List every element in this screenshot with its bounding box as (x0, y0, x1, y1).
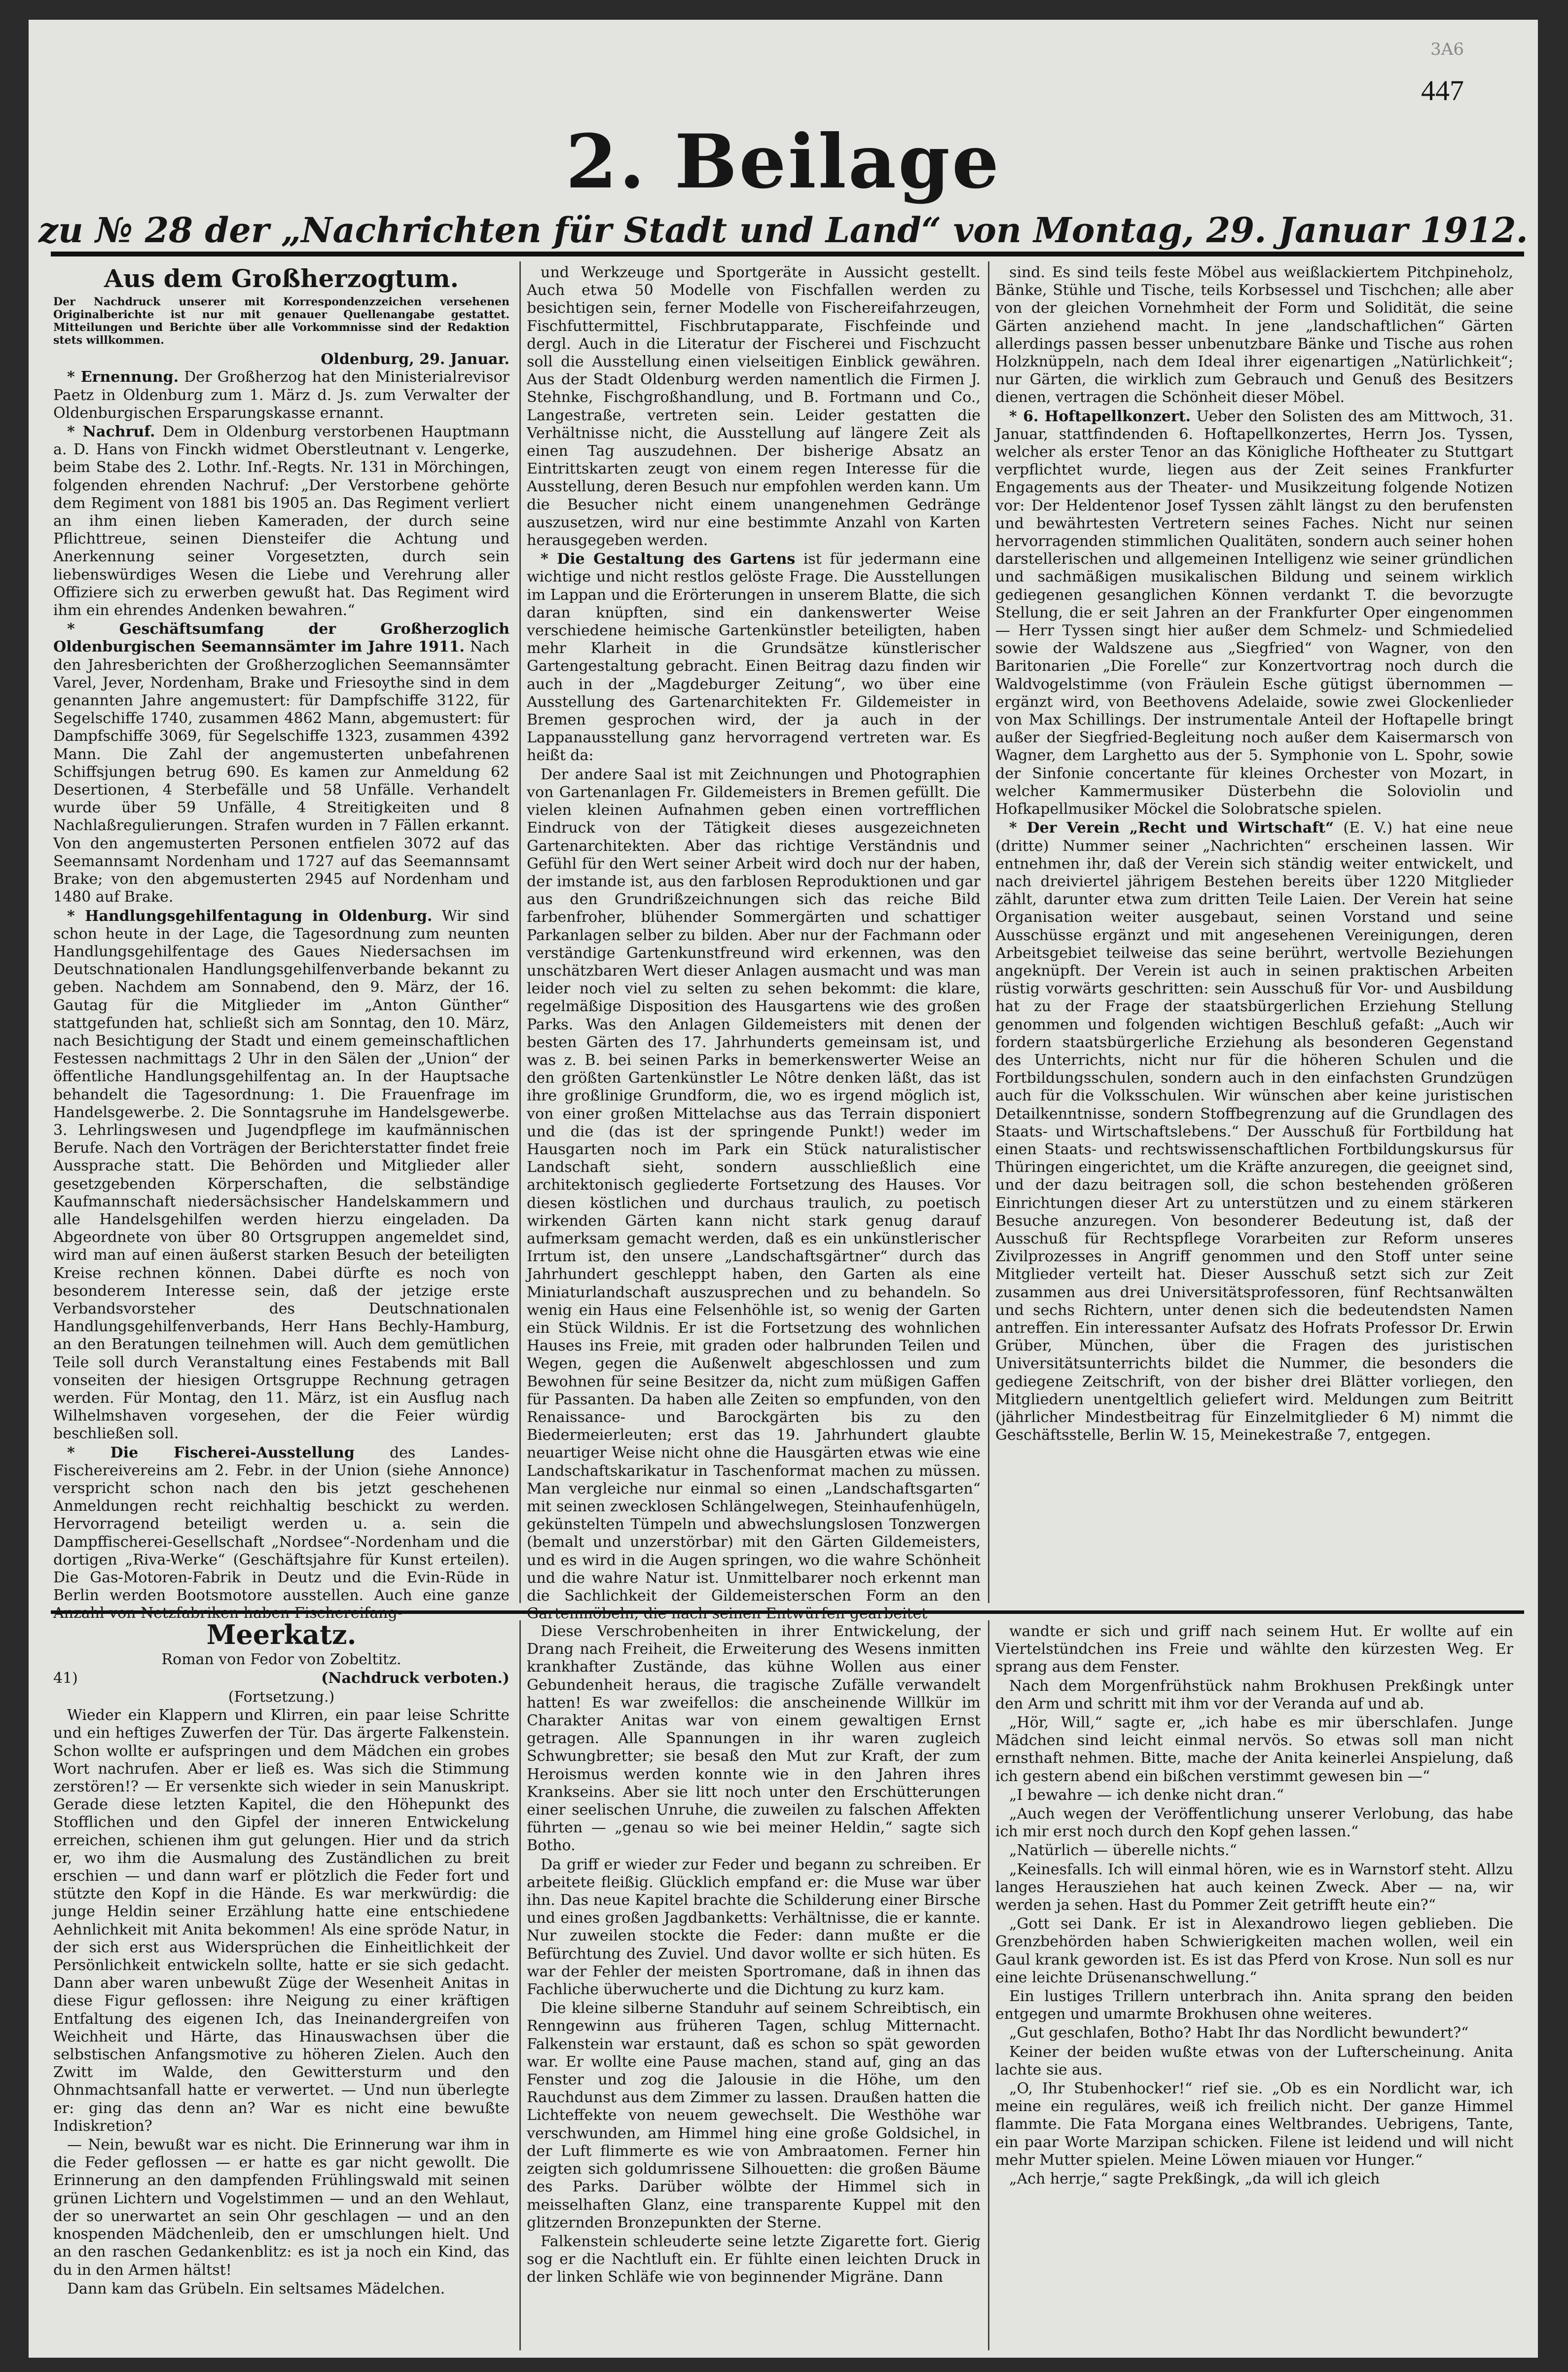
header-rule (51, 252, 1524, 256)
novel-paragraph: Ein lustiges Trillern unterbrach ihn. Anita sprang den beiden entgegen und umarmte Brokhusen ohne weiteres. (995, 1988, 1513, 2023)
news-column-1 (53, 264, 510, 1622)
column-divider (988, 261, 989, 1603)
news-item: * Die Gestaltung des Gartens ist für jedermann eine wichtige und nicht restlos gelöste Frage. Die Ausstellungen im Lappan und die Erörterungen in unserem Blatte, die sich daran knüpften, sind ein dankenswerter Weise verschiedene heimische Gartenkünstler beteiligten, haben mehr Klarheit in die Grundsätze künstlerischer Gartengestaltung gebracht. Einen Beitrag dazu finden wir auch in der „Magdeburger Zeitung“, wo über eine Ausstellung des Gartenarchitekten Fr. Gildemeister in Bremen gesprochen wird, der ja auch in der Lappanausstellung ganz hervorragend vertreten war. Es heißt da: (527, 550, 981, 765)
continuation-note: (Fortsetzung.) (228, 1688, 335, 1706)
installment-number: 41) (53, 1670, 78, 1687)
news-item: * Handlungsgehilfentagung in Oldenburg. Wir sind schon heute in der Lage, die Tagesordnung zum neunten Handlungsgehilfentage des Gaues Niedersachsen im Deutschnationalen Handlungsgehilfenverbande bekannt zu geben. Nachdem am Sonnabend, den 9. März, der 16. Gautag für die Mitglieder im „Anton Günther“ stattgefunden hat, schließt sich am Sonntag, den 10. März, nach Besichtigung der Stadt und einem gemeinschaftlichen Festessen nachmittags 2 Uhr in den Sälen der „Union“ der öffentliche Handlungsgehilfentag an. In der Hauptsache behandelt die Tagesordnung: 1. Die Frauenfrage im Handelsgewerbe. 2. Die Sonntagsruhe im Handelsgewerbe. 3. Lehrlingswesen und Jugendpflege im kaufmännischen Berufe. Nach den Vorträgen der Berichterstatter findet freie Aussprache statt. Die Behörden und Mitglieder aller gesetzgebenden Körperschaften, die selbständige Kaufmannschaft niedersächsischer Handelskammern und alle Handelsgehilfen werden hierzu eingeladen. Da Abgeordnete von über 80 Ortsgruppen angemeldet sind, wird man auf einen äußerst starken Besuch der beteiligten Kreise rechnen können. Dabei dürfte es noch von besonderem Interesse sein, daß der jetzige erste Verbandsvorsteher des Deutschnationalen Handlungsgehilfenverbands, Herr Hans Bechly-Hamburg, an den Beratungen teilnehmen will. Auch dem gemütlichen Teile soll durch Veranstaltung eines Festabends mit Ball vonseiten der hiesigen Ortsgruppe Rechnung getragen werden. Für Montag, den 11. März, ist ein Ausflug nach Wilhelmshaven vorgesehen, der die Feier würdig beschließen soll. (53, 907, 510, 1443)
novel-paragraph: — Nein, bewußt war es nicht. Die Erinnerung war ihm in die Feder geflossen — er hatte es gar nicht gewollt. Die Erinnerung an den dampfenden Frühlingswald mit seinen grünen Lichtern und Vogelstimmen — und an den Wehlaut, der so unerwartet an sein Ohr geschlagen — und an den knospenden Mädchenleib, den er umschlungen hielt. Und an den raschen Gedankenblitz: es ist ja noch ein Kind, das du in den Armen hältst! (53, 2136, 510, 2279)
supplement-subtitle: zu № 28 der „Nachrichten für Stadt und Land“ von Montag, 29. Januar 1912. (38, 210, 1528, 251)
novel-paragraph: Wieder ein Klappern und Klirren, ein paar leise Schritte und ein heftiges Zuwerfen der Tür. Das ärgerte Falkenstein. Schon wollte er aufspringen und dem Mädchen ein grobes Wort nachrufen. Aber er ließ es. Was sich die Stimmung zerstören!? — Er versenkte sich wieder in sein Manuskript. Gerade diese letzten Kapitel, die den Höhepunkt des Stofflichen und den Gipfel der inneren Entwickelung erreichen, schienen ihm gut gelungen. Hier und da strich er, wo ihm die Ausmalung des Zuständlichen zu breit erschien — und dann warf er plötzlich die Feder fort und stützte den Kopf in die Hände. Es war merkwürdig: die junge Heldin seiner Erzählung hatte eine entschiedene Aehnlichkeit mit Anita bekommen! Als eine spröde Natur, in der sich erst aus Widersprüchen die Einheitlichkeit der Persönlichkeit entwickeln sollte, hatte er sie sich gedacht. Dann aber waren unbewußt Züge der Wesenheit Anitas in diese Figur geflossen: ihre Neigung zu einer kräftigen Entfaltung des eigenen Ich, das Ineinandergreifen von Weichheit und Härte, das Hinauswachsen über die selbstischen Anfangsmotive zu höheren Zielen. Auch den Zwitt im Walde, den Gewittersturm und den Ohnmachtsanfall hatte er verwertet. — Und nun überlegte er: ging das denn an? War es nicht eine bewußte Indiskretion? (53, 1707, 510, 2135)
page-number: 447 (1421, 74, 1464, 107)
news-item: * Nachruf. Dem in Oldenburg verstorbenen Hauptmann a. D. Hans von Finckh widmet Oberstleutnant v. Lengerke, beim Stabe des 2. Lothr. Inf.-Regts. Nr. 131 in Mörchingen, folgenden ehrenden Nachruf: „Der Verstorbene gehörte dem Regiment von 1881 bis 1905 an. Das Regiment verliert an ihm einen lieben Kameraden, der durch seine Pflichttreue, seinen Diensteifer die Achtung und Anerkennung seiner Vorgesetzten, durch sein liebenswürdiges Wesen die Liebe und Verehrung aller Offiziere sich zu erwerben gewußt hat. Das Regiment wird ihm ein ehrendes Andenken bewahren.“ (53, 423, 510, 620)
section-heading: Aus dem Großherzogtum. (104, 264, 459, 293)
supplement-title: 2. Beilage (565, 118, 1001, 205)
novel-paragraph: „Keinesfalls. Ich will einmal hören, wie es in Warnstorf steht. Allzu langes Herausziehen hat auch keinen Zweck. Aber — na, wir werden ja sehen. Hast du Pommer Zeit getrifft heute ein?“ (995, 1861, 1513, 1914)
copyright-note: (Nachdruck verboten.) (321, 1670, 510, 1687)
novel-column-2 (527, 1623, 981, 2348)
novel-paragraph: Da griff er wieder zur Feder und begann zu schreiben. Er arbeitete fleißig. Glücklich empfand er: die Muse war über ihn. Das neue Kapitel brachte die Schilderung einer Birsche und eines großen Jagdbanketts: Verhältnisse, die er kannte. Nur zuweilen stockte die Feder: dann mußte er die Befürchtung des Zuviel. Und davor wollte er sich hüten. Es war der Fehler der meisten Sportromane, daß in ihnen das Fachliche überwucherte und die Dichtung zu kurz kam. (527, 1856, 981, 1999)
novel-paragraph: „Auch wegen der Veröffentlichung unserer Verlobung, das habe ich mir erst noch durch den Kopf gehen lassen.“ (995, 1805, 1513, 1841)
news-column-2 (527, 264, 981, 1623)
news-item: * Der Verein „Recht und Wirtschaft“ (E. V.) hat eine neue (dritte) Nummer seiner „Nachrichten“ erscheinen lassen. Wir entnehmen ihr, daß der Verein sich ständig weiter entwickelt, und nach dreiviertel jährigem Bestehen bereits über 1220 Mitglieder zählt, darunter etwa zum dritten Teile Laien. Der Verein hat seine Organisation weiter ausgebaut, seinen Vorstand und seine Ausschüsse ergänzt und mit angesehenen Vereinigungen, deren Arbeitsgebiet teilweise das seine berührt, wertvolle Beziehungen angeknüpft. Der Verein ist auch in seinen praktischen Arbeiten rüstig vorwärts geschritten: sein Ausschuß für Vor- und Ausbildung hat zu der Frage der staatsbürgerlichen Erziehung Stellung genommen und folgenden wichtigen Beschluß gefaßt: „Auch wir fordern staatsbürgerliche Erziehung als besonderen Gegenstand des Unterrichts, nicht nur für die höheren Schulen und die Fortbildungsschulen, sondern auch in den einfachsten Grundzügen auch für die Volksschulen. Wir wünschen aber keine juristischen Detailkenntnisse, sondern Stoffbegrenzung auf die Grundlagen des Staats- und Wirtschaftslebens.“ Der Ausschuß für Fortbildung hat einen Staats- und rechtswissenschaftlichen Fortbildungskursus für Thüringen eingerichtet, um die Kräfte anzuregen, die geeignet sind, und der dazu beitragen soll, die schon bestehenden größeren Einrichtungen dieser Art zu unterstützen und zu einem stärkeren Besuche anzuregen. Von besonderer Bedeutung ist, daß der Ausschuß für Rechtspflege Vorarbeiten zur Reform unseres Zivilprozesses in Angriff genommen und den Stoff unter seine Mitglieder verteilt hat. Dieser Ausschuß setzt sich zur Zeit zusammen aus drei Universitätsprofessoren, fünf Rechtsanwälten und sechs Richtern, unter denen sich die bedeutendsten Namen antreffen. Ein interessanter Aufsatz des Hofrats Professor Dr. Erwin Grüber, München, über die Fragen des juristischen Universitätsunterrichts bildet die Nummer, die besonders die gediegene Zeitschrift, von der bisher drei Blätter vorliegen, den Mitgliedern unentgeltlich geliefert wird. Meldungen zum Beitritt (jährlicher Mindestbeitrag für Einzelmitglieder 6 M) nimmt die Geschäftsstelle, Berlin W. 15, Meinekestraße 7, entgegen. (995, 819, 1513, 1444)
novel-column-1 (53, 1619, 510, 2348)
news-column-3 (995, 264, 1513, 1606)
novel-paragraph: „Gut geschlafen, Botho? Habt Ihr das Nordlicht bewundert?“ (1009, 2024, 1469, 2042)
news-item: * Die Fischerei-Ausstellung des Landes-Fischereivereins am 2. Febr. in der Union (siehe Annonce) verspricht schon nach den bis jetzt geschehenen Anmeldungen recht reichhaltig beschickt zu werden. Hervorragend beteiligt werden u. a. sein die Dampffischerei-Gesellschaft „Nordsee“-Nordenham und die dortigen „Riva-Werke“ (Geschäftsjahre für Kunst erteilen). Die Gas-Motoren-Fabrik in Deutz und die Evin-Rüde in Berlin werden Bootsmotore ausstellen. Auch eine ganze Anzahl von Netzfabriken haben Fischereifang- (53, 1444, 510, 1622)
novel-paragraph: „Natürlich — überelle nichts.“ (1009, 1842, 1237, 1860)
column-divider (519, 1620, 521, 2350)
novel-paragraph: Diese Verschrobenheiten in ihrer Entwickelung, der Drang nach Freiheit, die Erweiterung des Wesens inmitten krankhafter Zustände, das kühne Wollen aus einer Gebundenheit heraus, die tragische Zufälle verwandelt hatten! Es war zweifellos: die anscheinende Willkür im Charakter Anitas war von einem gewaltigen Ernst getragen. Alle Spannungen in ihr waren zugleich Schwungbretter; sie besaß den Mut zur Kraft, der zum Heroismus werden konnte wie in den Jahren ihres Krankseins. Aber sie litt noch unter den Erschütterungen einer seelischen Unruhe, die zuweilen zu falschen Affekten führten — „genau so wie bei meiner Heldin,“ sagte sich Botho. (527, 1623, 981, 1855)
news-item: * Ernennung. Der Großherzog hat den Ministerialrevisor Paetz in Oldenburg zum 1. März d. Js. zum Verwalter der Oldenburgischen Ersparungskasse ernannt. (53, 368, 510, 422)
novel-paragraph: Falkenstein schleuderte seine letzte Zigarette fort. Gierig sog er die Nachtluft ein. Er fühlte einen leichten Druck in der linken Schläfe wie von beginnender Migräne. Dann (527, 2232, 981, 2286)
novel-paragraph: „Ach herrje,“ sagte Prekßingk, „da will ich gleich (1009, 2170, 1380, 2188)
novel-title: Meerkatz. (206, 1619, 357, 1650)
news-item: sind. Es sind teils feste Möbel aus weißlackiertem Pitchpineholz, Bänke, Stühle und Tische, teils Korbsessel und Tischchen; alle aber von der gleichen Vornehmheit der Form und Solidität, die seine Gärten anziehend macht. In jene „landschaftlichen“ Gärten allerdings passen besser unbenutzbare Bänke und Tische aus rohen Holzknüppeln, nach dem Ideal ihrer eigenartigen „Natürlichkeit“; nur Gärten, die wirklich zum Gebrauch und Genuß des Besitzers dienen, vertragen die Schönheit dieser Möbel. (995, 264, 1513, 406)
novel-paragraph: Nach dem Morgenfrühstück nahm Brokhusen Prekßingk unter den Arm und schritt mit ihm vor der Veranda auf und ab. (995, 1677, 1513, 1713)
novel-paragraph: „O, Ihr Stubenhocker!“ rief sie. „Ob es ein Nordlicht war, ich meine ein reguläres, weiß ich freilich nicht. Der ganze Himmel flammte. Die Fata Morgana eines Weltbrandes. Uebrigens, Tante, ein paar Worte Marzipan schicken. Filene ist leidend und will nicht mehr Mutter spielen. Meine Löwen miauen vor Hunger.“ (995, 2080, 1513, 2169)
column-divider (519, 261, 521, 1603)
dateline: Oldenburg, 29. Januar. (321, 351, 510, 368)
news-item: Der andere Saal ist mit Zeichnungen und Photographien von Gartenanlagen Fr. Gildemeisters in Bremen gefüllt. Die vielen kleinen Aufnahmen geben einen vortrefflichen Eindruck von der Tätigkeit dieses ausgezeichneten Gartenarchitekten. Aber das richtige Verständnis und Gefühl für den Wert seiner Arbeit wird doch nur der haben, der imstande ist, aus den farblosen Reproduktionen und gar aus den Grundrißzeichnungen sich das reiche Bild farbenfroher, blühender Sommergärten und schattiger Parkanlagen selber zu bilden. Aber nur der Fachmann oder verständige Gartenkunstfreund wird erkennen, was den unschätzbaren Wert dieser Anlagen ausmacht und was man leider noch viel zu selten zu sehen bekommt: die klare, regelmäßige Disposition des Hausgartens wie des großen Parks. Was den Anlagen Gildemeisters mit denen der besten Gärten des 17. Jahrhunderts gemeinsam ist, und was z. B. bei seinen Parks in bemerkenswerter Weise an den größten Gartenkünstler Le Nôtre denken läßt, das ist ihre großlinige Grundform, die, wo es irgend möglich ist, von einer großen Mittelachse aus das Terrain disponiert und die (das ist der springende Punkt!) weder im Hausgarten noch im Park ein Stück naturalistischer Landschaft sieht, sondern ausschließlich eine architektonisch gegliederte Fortsetzung des Hauses. Vor diesen köstlichen und durchaus traulich, zu poetisch wirkenden Gärten kann nicht stark genug darauf aufmerksam gemacht werden, daß es ein unkünstlerischer Irrtum ist, den unsere „Landschaftsgärtner“ durch das Jahrhundert geschleppt haben, den Garten als eine Miniaturlandschaft auszusprechen und zu behandeln. So wenig ein Haus eine Felsenhöhle ist, so wenig der Garten ein Stück Wildnis. Er ist die Fortsetzung des wohnlichen Hauses ins Freie, mit graden oder halbrunden Teilen und Wegen, gegen die Außenwelt abgeschlossen und zum Bewohnen für seine Besitzer da, nicht zum müßigen Gaffen für Passanten. Da haben alle Zeiten so empfunden, von den Renaissance- und Barockgärten bis zu den Biedermeierleuten; erst das 19. Jahrhundert glaubte neuartiger Weise nicht ohne die Hausgärten etwas wie eine Landschaftskarikatur in Taschenformat machen zu müssen. Man vergleiche nur einmal so einen „Landschaftsgarten“ mit seinen zwecklosen Schlängelwegen, Steinhaufenhügeln, gekünstelten Tümpeln und abwechslungslosen Tonzwergen (bemalt und unzerstörbar) mit den Gärten Gildemeisters, und es wird in die Augen springen, wo die wahre Schönheit und die wahre Natur ist. Unmittelbarer noch erkennt man die Sachlichkeit der Gildemeisterschen Form an den Gartenmöbeln, die nach seinen Entwürfen gearbeitet (527, 766, 981, 1623)
news-item: * Geschäftsumfang der Großherzoglich Oldenburgischen Seemannsämter im Jahre 1911. Nach den Jahresberichten der Großherzoglichen Seemannsämter Varel, Jever, Nordenham, Brake und Friesoythe sind in dem genannten Jahre angemustert: für Dampfschiffe 3122, für Segelschiffe 1740, zusammen 4862 Mann, abgemustert: für Dampfschiffe 3069, für Segelschiffe 1323, zusammen 4392 Mann. Die Zahl der angemusterten unbefahrenen Schiffsjungen betrug 690. Es kamen zur Anmeldung 62 Desertionen, 4 Sterbefälle und 58 Unfälle. Verhandelt wurde über 59 Unfälle, 4 Streitigkeiten und 8 Nachlaßregulierungen. Strafen wurden in 7 Fällen erkannt. Von den angemusterten Personen entfielen 3072 auf das Seemannsamt Nordenham und 1727 auf das Seemannsamt Brake; von den abgemusterten 2945 auf Nordenham und 1480 auf Brake. (53, 620, 510, 906)
news-item: und Werkzeuge und Sportgeräte in Aussicht gestellt. Auch etwa 50 Modelle von Fischfallen werden zu besichtigen sein, ferner Modelle von Fischereifahrzeugen, Fischfuttermittel, Fischbrutapparate, Fischfeinde und dergl. Auch in die Literatur der Fischerei und Fischzucht soll die Ausstellung einen vielseitigen Einblick gewähren. Aus der Stadt Oldenburg werden namentlich die Firmen J. Stehnke, Fischgroßhandlung, und B. Fortmann und Co., Langestraße, vertreten sein. Leider gestatten die Verhältnisse nicht, die Ausstellung auf längere Zeit als einen Tag auszudehnen. Der bisherige Absatz an Eintrittskarten zeugt von einem regen Interesse für die Ausstellung, deren Besuch nur empfohlen werden kann. Um die Besucher nicht einem unangenehmen Gedränge auszusetzen, wird nur eine bestimmte Anzahl von Karten herausgegeben werden. (527, 264, 981, 549)
novel-paragraph: wandte er sich und griff nach seinem Hut. Er wollte auf ein Viertelstündchen ins Freie und wählte den kürzesten Weg. Er sprang aus dem Fenster. (995, 1623, 1513, 1676)
archive-pencil-mark: 3A6 (1430, 39, 1464, 59)
novel-paragraph: „I bewahre — ich denke nicht dran.“ (1009, 1786, 1284, 1804)
novel-paragraph: Dann kam das Grübeln. Ein seltsames Mädelchen. (67, 2280, 445, 2298)
novel-byline: Roman von Fedor von Zobeltitz. (161, 1651, 401, 1669)
novel-paragraph: „Gott sei Dank. Er ist in Alexandrowo liegen geblieben. Die Grenzbehörden haben Schwierigkeiten machen wollen, weil ein Gaul krank geworden ist. Es ist das Pferd von Krose. Nun soll es nur eine leichte Drüsenanschwellung.“ (995, 1915, 1513, 1986)
novel-paragraph: Die kleine silberne Standuhr auf seinem Schreibtisch, ein Renngewinn aus früheren Tagen, schlug Mitternacht. Falkenstein war erstaunt, daß es schon so spät geworden war. Er wollte eine Pause machen, stand auf, ging an das Fenster und zog die Jalousie in die Höhe, um den Rauchdunst aus dem Zimmer zu lassen. Draußen hatten die Lichteffekte von neuem gewechselt. Die Westhöhe war verschwunden, am Himmel hing eine große Goldsichel, in der Luft flimmerte es wie von Ambraatomen. Ferner hin zeigten sich goldumrissene Silhouetten: die großen Bäume des Parks. Darüber wölbte der Himmel sich in meisselhaften Glanz, eine transparente Kuppel mit den glitzernden Bronzepunkten der Sterne. (527, 2000, 981, 2231)
novel-paragraph: „Hör, Will,“ sagte er, „ich habe es mir überschlafen. Junge Mädchen sind leicht einmal nervös. So etwas soll man nicht ernsthaft nehmen. Bitte, mache der Anita keinerlei Anspielung, daß ich gestern abend ein bißchen verstimmt gewesen bin —“ (995, 1714, 1513, 1785)
reprint-note: Der Nachdruck unserer mit Korrespondenzzeichen versehenen Originalberichte ist nur mit genauer Quellenangabe gestattet. Mitteilungen und Berichte über alle Vorkommnisse sind der Redaktion stets willkommen. (53, 295, 510, 347)
news-item: * 6. Hoftapellkonzert. Ueber den Solisten des am Mittwoch, 31. Januar, stattfindenden 6. Hoftapellkonzertes, Herrn Jos. Tyssen, welcher als erster Tenor an das Königliche Hoftheater zu Stuttgart verpflichtet wurde, liegen aus der Zeit seines Frankfurter Engagements aus der Theater- und Musikzeitung folgende Notizen vor: Der Heldentenor Josef Tyssen zählt längst zu den berufensten und bewährtesten Vertretern seines Faches. Nicht nur seinen hervorragenden stimmlichen Qualitäten, sondern auch seiner hohen darstellerischen und allgemeinen Intelligenz wie seiner gründlichen und sachmäßigen musikalischen Bildung und seinem wirklich gediegenen gesanglichen Können verdankt T. die bevorzugte Stellung, die er seit Jahren an der Frankfurter Oper eingenommen — Herr Tyssen singt hier außer dem Schmelz- und Schmiedelied sowie der Waldszene aus „Siegfried“ von Wagner, von den Baritonarien „Die Forelle“ zur Konzertvortrag noch durch die Waldvogelstimme (von Fräulein Esche gütigst übernommen — ergänzt wird, von Beethovens Adelaide, sowie zwei Glockenlieder von Max Schillings. Der instrumentale Anteil der Hoftapelle bringt außer der Siegfried-Begleitung noch außer dem Kaisermarsch von Wagner, dem Larghetto aus der 5. Symphonie von L. Spohr, sowie der Sinfonie concertante für kleines Orchester von Mozart, in welcher Kammermusiker Düsterbehn die Soloviolin und Hofkapellmusiker Möckel die Solobratsche spielen. (995, 407, 1513, 818)
column-divider (988, 1620, 989, 2350)
newspaper-page (29, 20, 1538, 2358)
novel-column-3 (995, 1623, 1513, 2348)
novel-paragraph: Keiner der beiden wußte etwas von der Lufterscheinung. Anita lachte sie aus. (995, 2043, 1513, 2079)
novel-meta (53, 1669, 510, 1688)
